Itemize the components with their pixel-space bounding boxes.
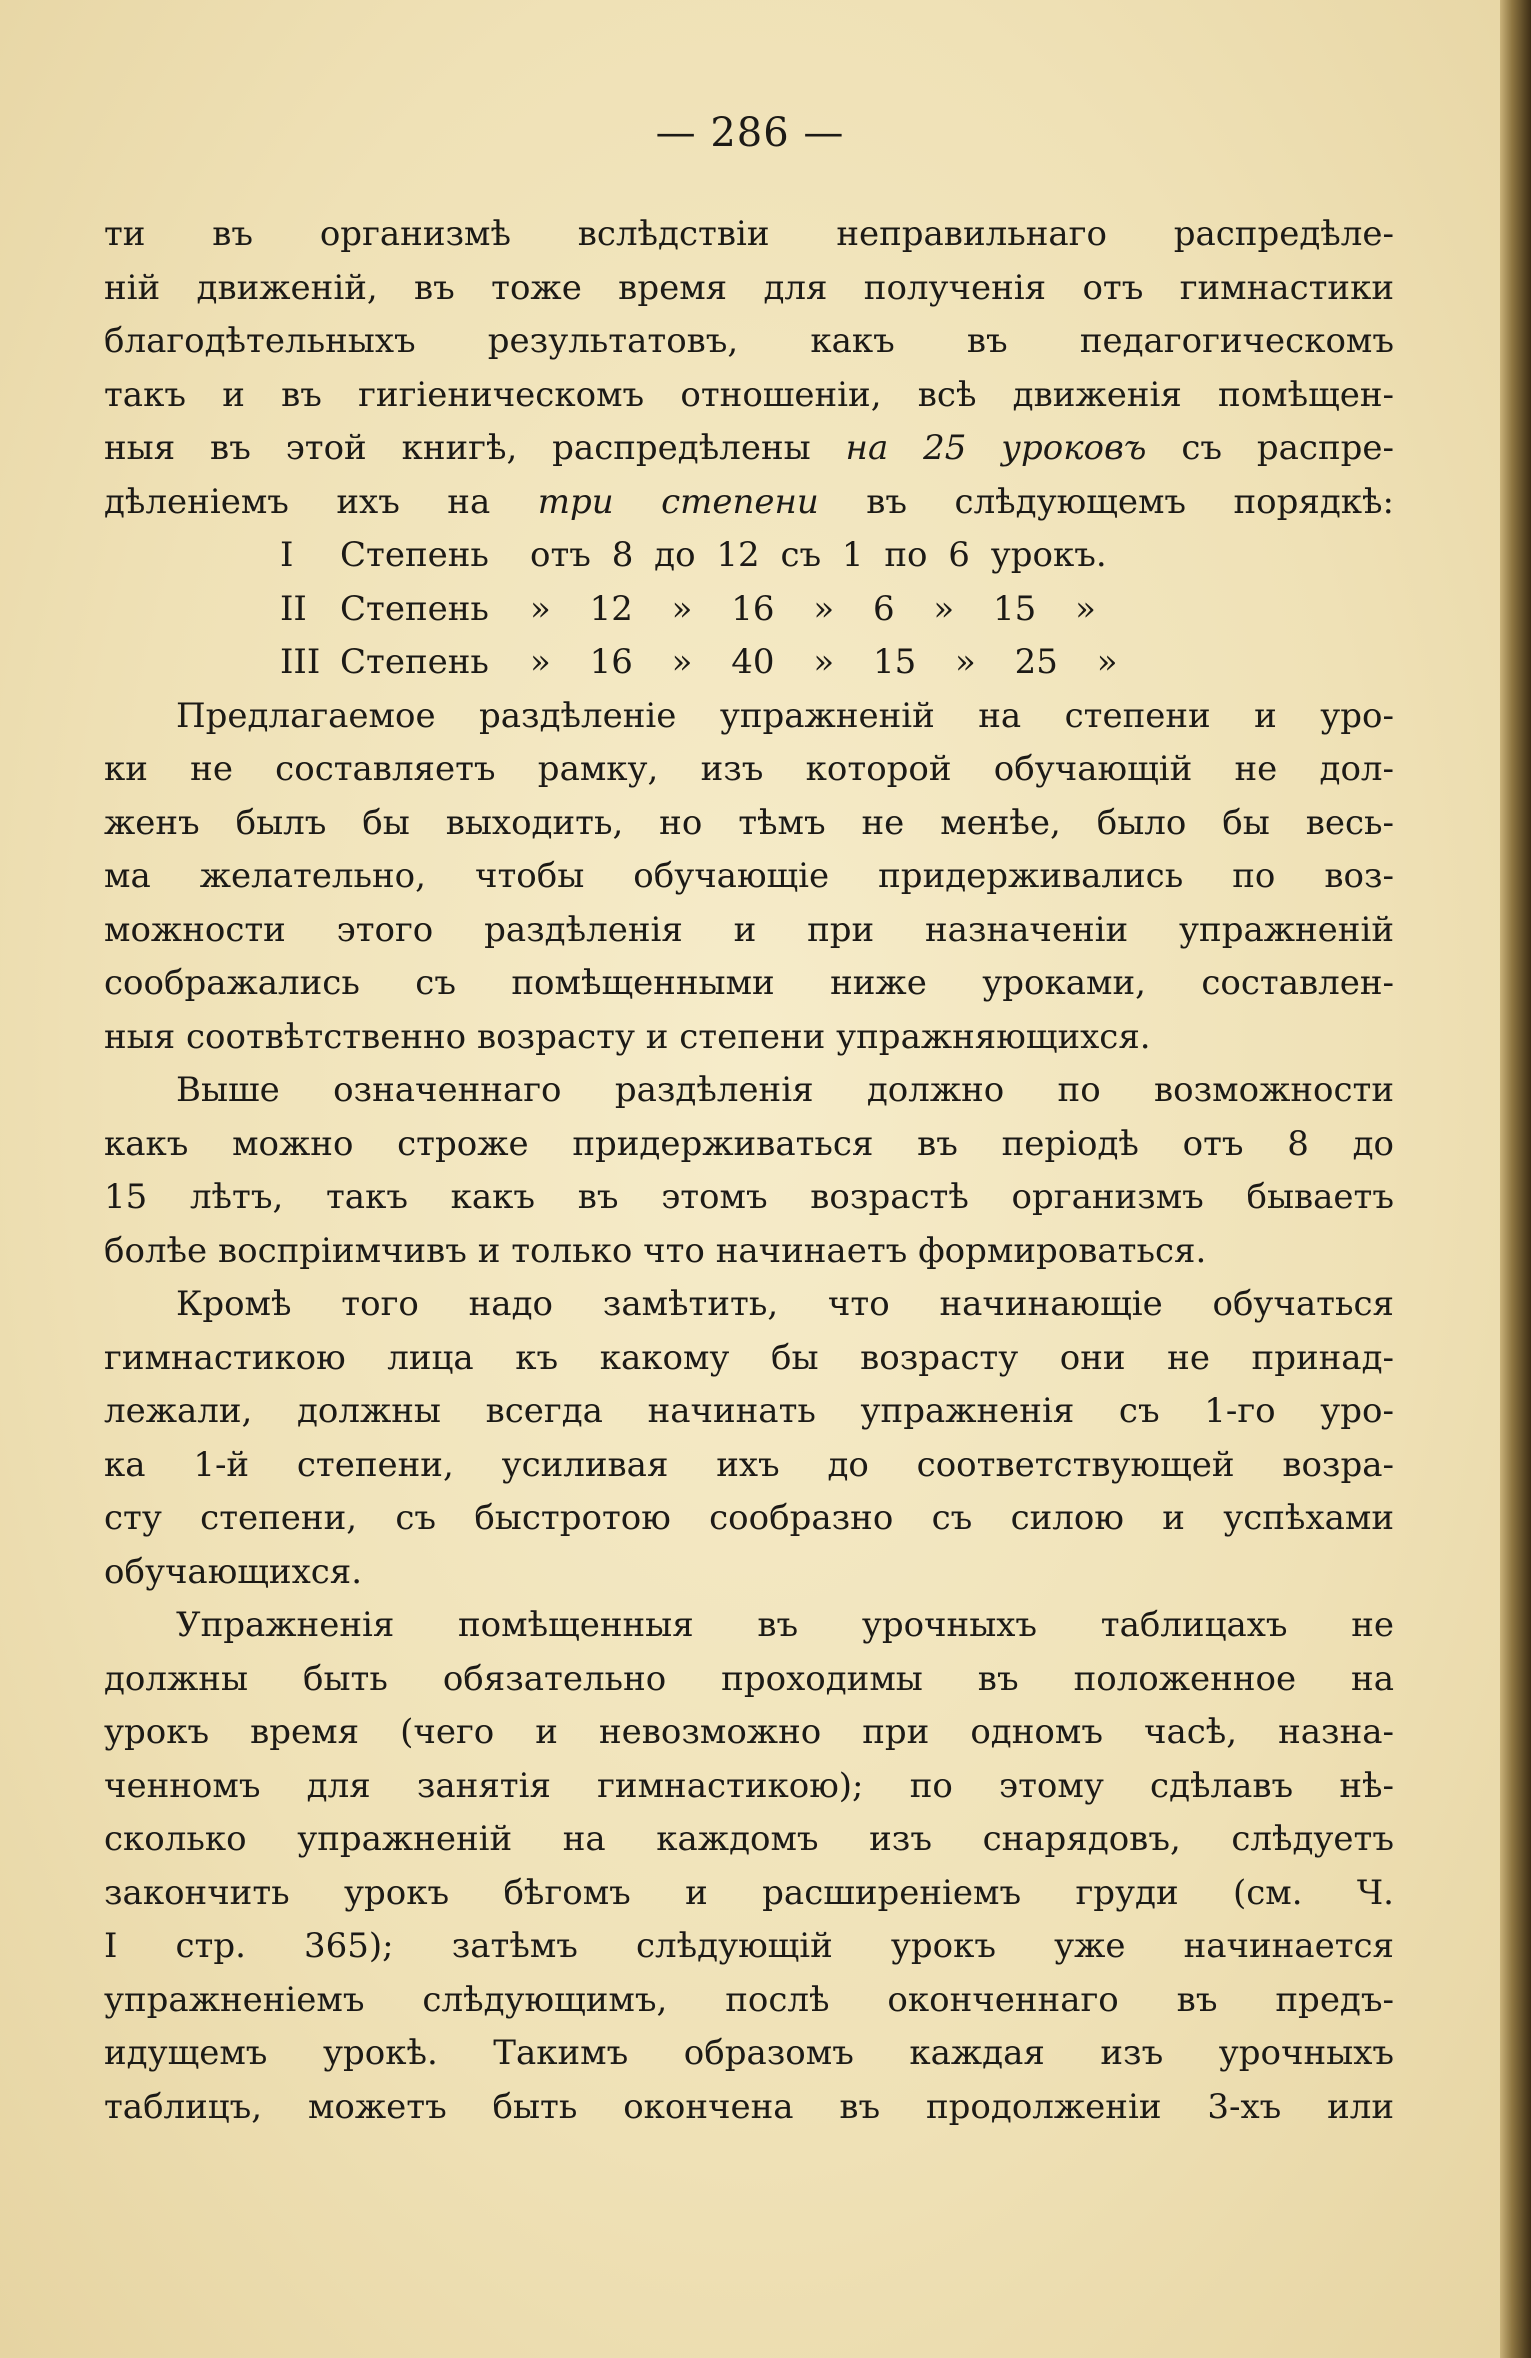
italic-phrase: три степени: [537, 481, 819, 522]
paragraph-2: [104, 690, 1394, 1065]
text-line: женъ былъ бы выходить, но тѣмъ не менѣе, было бы весь-: [104, 802, 1394, 843]
grade-row: II Степень » 12 » 16 » 6 » 15 »: [280, 588, 1096, 629]
text-line: такъ и въ гигіеническомъ отношеніи, всѣ движенія помѣщен-: [104, 374, 1394, 415]
text-line: закончить урокъ бѣгомъ и расширеніемъ груди (см. Ч.: [104, 1872, 1394, 1913]
paragraph-4: [104, 1278, 1394, 1599]
grade-row: III Степень » 16 » 40 » 15 » 25 »: [280, 642, 1118, 682]
text-line: гимнастикою лица къ какому бы возрасту они не принад-: [104, 1337, 1394, 1378]
text-line: ки не составляетъ рамку, изъ которой обучающій не дол-: [104, 749, 1394, 789]
text-line: Выше означеннаго раздѣленія должно по возможности: [176, 1070, 1394, 1110]
text-line: дѣленіемъ ихъ на три степени въ слѣдующемъ порядкѣ:: [104, 481, 1394, 522]
text-line: упражненіемъ слѣдующимъ, послѣ оконченнаго въ предъ-: [104, 1979, 1394, 2020]
text-line: соображались съ помѣщенными ниже уроками, составлен-: [104, 963, 1394, 1003]
text-line: ченномъ для занятія гимнастикою); по этому сдѣлавъ нѣ-: [104, 1765, 1394, 1806]
text-line: идущемъ урокѣ. Такимъ образомъ каждая изъ урочныхъ: [104, 2033, 1394, 2073]
text-line: ти въ организмѣ вслѣдствіи неправильнаго распредѣле-: [104, 214, 1394, 254]
book-spine-edge: [1500, 0, 1531, 2358]
text-line: обучающихся.: [104, 1551, 363, 1592]
grades-table: [104, 529, 1394, 690]
text-line: ній движеній, въ тоже время для полученія отъ гимнастики: [104, 267, 1394, 308]
grade-row: I Степень отъ 8 до 12 съ 1 по 6 урокъ.: [280, 535, 1107, 575]
text-line: должны быть обязательно проходимы въ положенное на: [104, 1658, 1394, 1699]
text-line: Кромѣ того надо замѣтить, что начинающіе обучаться: [176, 1284, 1394, 1324]
paragraph-1: [104, 208, 1394, 529]
text-line: Упражненія помѣщенныя въ урочныхъ таблицахъ не: [176, 1605, 1394, 1645]
text-line: урокъ время (чего и невозможно при одномъ часѣ, назна-: [104, 1712, 1394, 1752]
text-line: ма желательно, чтобы обучающіе придерживались по воз-: [104, 856, 1394, 896]
text-line: какъ можно строже придерживаться въ періодѣ отъ 8 до: [104, 1123, 1394, 1164]
text-line: болѣе воспріимчивъ и только что начинаетъ формироваться.: [104, 1230, 1207, 1271]
text-line: I стр. 365); затѣмъ слѣдующій урокъ уже начинается: [104, 1926, 1394, 1966]
paragraph-5: [104, 1599, 1394, 2134]
text-line: ныя въ этой книгѣ, распредѣлены на 25 уроковъ съ распре-: [104, 428, 1394, 468]
text-line: ка 1-й степени, усиливая ихъ до соответствующей возра-: [104, 1444, 1394, 1485]
page-number: — 286 —: [655, 110, 845, 156]
text-line: можности этого раздѣленія и при назначеніи упражненій: [104, 909, 1394, 950]
text-line: ныя соотвѣтственно возрасту и степени упражняющихся.: [104, 1016, 1151, 1057]
text-line: благодѣтельныхъ результатовъ, какъ въ педагогическомъ: [104, 321, 1394, 361]
text-line: сколько упражненій на каждомъ изъ снарядовъ, слѣдуетъ: [104, 1819, 1394, 1859]
text-line: 15 лѣтъ, такъ какъ въ этомъ возрастѣ организмъ бываетъ: [104, 1177, 1394, 1217]
text-line: лежали, должны всегда начинать упражненія съ 1-го уро-: [104, 1391, 1394, 1431]
text-line: Предлагаемое раздѣленіе упражненій на степени и уро-: [176, 695, 1394, 736]
page-body: [104, 208, 1394, 2134]
italic-phrase: на 25 уроковъ: [845, 428, 1147, 468]
text-line: сту степени, съ быстротою сообразно съ силою и успѣхами: [104, 1498, 1394, 1538]
text-line: таблицъ, можетъ быть окончена въ продолженіи 3-хъ или: [104, 2086, 1394, 2127]
paragraph-3: [104, 1064, 1394, 1278]
